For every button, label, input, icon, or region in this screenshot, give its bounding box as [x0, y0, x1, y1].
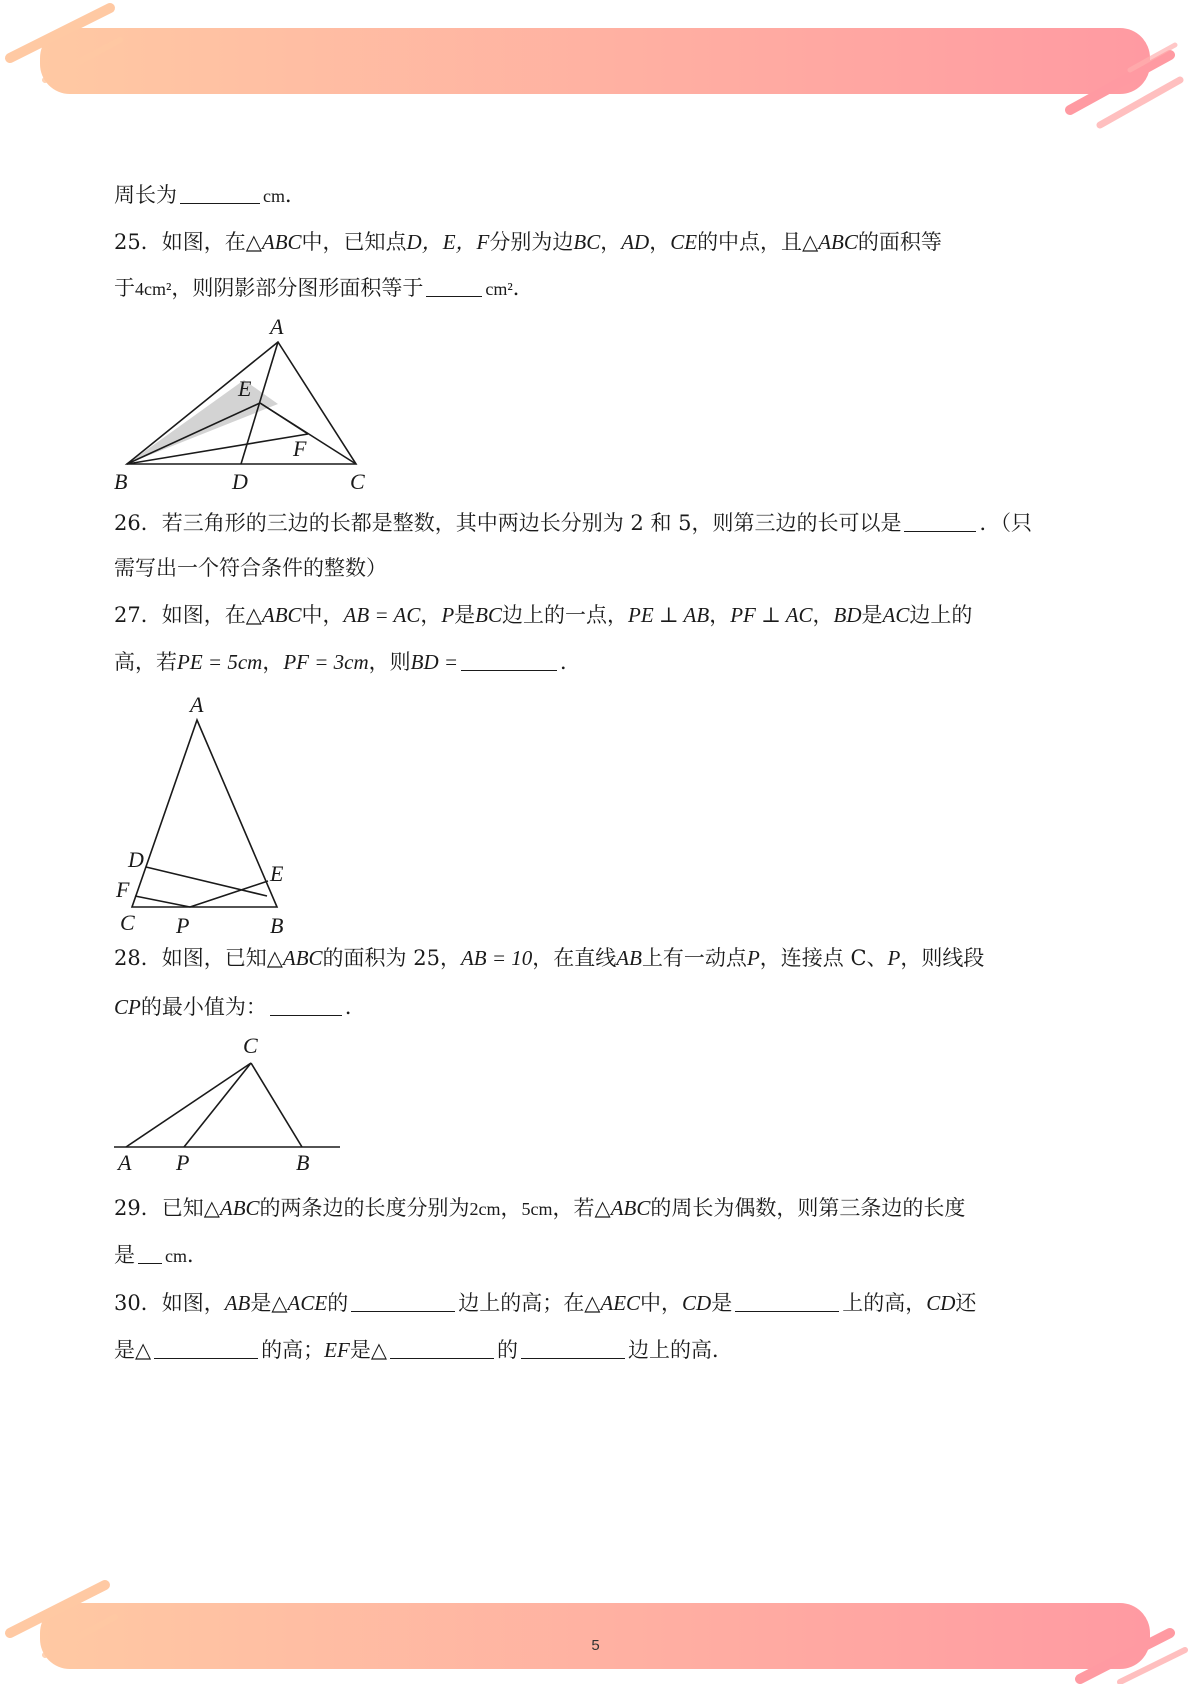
math: AB = 10: [460, 946, 533, 970]
text: 是: [454, 603, 476, 627]
text: ．: [512, 276, 534, 300]
math: △ABC: [594, 1196, 651, 1220]
math: 5cm: [521, 1199, 553, 1219]
text: ，: [812, 603, 834, 627]
math: △ABC: [203, 1196, 260, 1220]
math: △: [135, 1338, 152, 1362]
math: BC: [475, 603, 502, 627]
text: 分别为边: [489, 230, 574, 254]
text: ，: [649, 230, 671, 254]
answer-blank[interactable]: [461, 650, 557, 671]
label-e: E: [270, 861, 284, 886]
segment-fp: [135, 896, 190, 907]
math: BC: [573, 230, 601, 254]
label-b: B: [296, 1150, 310, 1175]
text: 是: [114, 1243, 135, 1267]
text: 的面积等: [857, 230, 942, 254]
segment-ac: [126, 1063, 251, 1147]
segment-db: [146, 867, 267, 896]
q30-line-2: [114, 1335, 733, 1365]
text: 已知: [161, 1196, 204, 1220]
label-b: B: [270, 913, 284, 938]
q29-line-2: [114, 1240, 208, 1271]
label-b: B: [114, 469, 128, 494]
text: 的: [327, 1291, 349, 1315]
answer-blank[interactable]: [390, 1338, 494, 1359]
footer-banner-graphic: [0, 1575, 1191, 1684]
text: ，连接点 C、: [759, 946, 888, 970]
answer-blank[interactable]: [426, 276, 482, 297]
text: 的两条边的长度分别为: [259, 1196, 470, 1220]
question-number: 27．: [114, 603, 162, 627]
answer-blank[interactable]: [904, 511, 976, 532]
math: AB = AC: [343, 603, 421, 627]
text: 边上的: [909, 603, 973, 627]
footer-banner: [0, 1575, 1191, 1684]
label-c: C: [120, 910, 135, 935]
label-e: E: [238, 376, 252, 401]
math: AB: [616, 946, 642, 970]
text: 的面积为 25，: [322, 946, 461, 970]
text: 上的高，: [842, 1291, 927, 1315]
label-a: A: [270, 314, 284, 339]
q30-line-1: [114, 1288, 976, 1318]
text: 需写出一个符合条件的整数）: [114, 556, 387, 580]
text: 上有一动点: [641, 946, 747, 970]
math: D，E，F: [406, 230, 490, 254]
math: EF: [324, 1338, 350, 1362]
label-c: C: [243, 1033, 258, 1058]
math: △ABC: [266, 946, 323, 970]
unit: cm: [165, 1246, 187, 1266]
text: ，: [500, 1196, 522, 1220]
text: 中，已知点: [301, 230, 407, 254]
segment-be: [127, 403, 260, 464]
label-d: D: [128, 847, 144, 872]
segment-ef: [260, 403, 308, 434]
label-a: A: [118, 1150, 132, 1175]
q27-line-1: [114, 600, 972, 630]
math: △ABC: [245, 230, 302, 254]
text: 是: [861, 603, 883, 627]
label-p: P: [176, 913, 190, 938]
text: ，则阴影部分图形面积等于: [171, 276, 424, 300]
text: 边上的高．: [627, 1338, 733, 1362]
math: AD: [621, 230, 650, 254]
text: 于: [114, 276, 135, 300]
header-banner-graphic: [0, 0, 1191, 130]
isosceles-triangle-diagram: [110, 690, 290, 940]
text: 边上的高；在△: [458, 1291, 601, 1315]
question-number: 26．: [114, 511, 162, 535]
q25-line-1: [114, 227, 942, 257]
label-a: A: [190, 692, 204, 717]
text: 还: [955, 1291, 977, 1315]
text: 的最小值为：: [140, 995, 267, 1019]
unit: cm²: [485, 279, 513, 299]
math: PF = 3cm: [283, 650, 369, 674]
q26-line-1: [114, 508, 1032, 538]
text: 是: [349, 1338, 371, 1362]
text: 是△: [250, 1291, 288, 1315]
unit: cm: [263, 186, 285, 206]
label-f: F: [116, 877, 130, 902]
text: ．（只: [979, 511, 1032, 535]
math: BD: [833, 603, 862, 627]
math: CD: [682, 1291, 712, 1315]
label-d: D: [232, 469, 248, 494]
math: BD =: [410, 650, 459, 674]
q28-line-1: [114, 943, 984, 973]
text: ，若: [552, 1196, 595, 1220]
text: 周长为: [114, 183, 177, 207]
header-banner: [0, 0, 1191, 130]
q29-line-1: [114, 1193, 965, 1224]
q26-line-2: [114, 553, 387, 583]
text: ．: [187, 1243, 208, 1267]
answer-blank[interactable]: [351, 1291, 455, 1312]
text: 如图，: [161, 1291, 225, 1315]
math: P: [887, 946, 901, 970]
q28-figure: [110, 1030, 350, 1180]
text: 如图，已知: [161, 946, 267, 970]
math: CP: [114, 995, 141, 1019]
segment-bc: [251, 1063, 302, 1147]
math: 2cm: [469, 1199, 501, 1219]
math: PF ⊥ AC: [730, 603, 813, 627]
text: 中，: [640, 1291, 683, 1315]
q25-figure: [110, 312, 370, 497]
text: ，在直线: [532, 946, 617, 970]
text: 是: [711, 1291, 733, 1315]
answer-blank[interactable]: [154, 1338, 258, 1359]
text: 高，若: [114, 650, 177, 674]
line-triangle-diagram: [110, 1030, 350, 1180]
answer-blank[interactable]: [735, 1291, 839, 1312]
answer-blank[interactable]: [138, 1243, 162, 1264]
math: AC: [882, 603, 910, 627]
answer-blank[interactable]: [270, 995, 342, 1016]
q25-line-2: [114, 273, 534, 304]
math: △: [370, 1338, 387, 1362]
math: P: [746, 946, 760, 970]
text: ，: [420, 603, 442, 627]
text: ，: [262, 650, 284, 674]
q24-tail-line: [114, 180, 306, 211]
text: 如图，在: [161, 230, 246, 254]
text: 边上的一点，: [502, 603, 628, 627]
text: ，则线段: [900, 946, 985, 970]
label-p: P: [176, 1150, 190, 1175]
math: AEC: [600, 1291, 641, 1315]
segment-pc: [184, 1063, 251, 1147]
text: 中，: [301, 603, 344, 627]
math: PE ⊥ AB: [628, 603, 710, 627]
math: 4cm²: [135, 279, 172, 299]
answer-blank[interactable]: [521, 1338, 625, 1359]
q27-figure: [110, 690, 290, 940]
math: △ABC: [802, 230, 858, 254]
triangle-abc: [132, 720, 277, 907]
question-number: 30．: [114, 1291, 162, 1315]
text: ，: [600, 230, 622, 254]
text: 的周长为偶数，则第三条边的长度: [650, 1196, 966, 1220]
text: 若三角形的三边的长都是整数，其中两边长分别为 2 和 5，则第三边的长可以是: [161, 511, 902, 535]
math: CE: [670, 230, 698, 254]
label-f: F: [293, 436, 307, 461]
text: 的高；: [261, 1338, 325, 1362]
text: 如图，在: [161, 603, 246, 627]
q28-line-2: [114, 992, 366, 1022]
math: ACE: [287, 1291, 328, 1315]
triangle-diagram: [110, 312, 370, 497]
answer-blank[interactable]: [180, 183, 260, 204]
text: 的: [496, 1338, 518, 1362]
text: ．: [285, 183, 306, 207]
text: ，则: [368, 650, 411, 674]
math: PE = 5cm: [177, 650, 263, 674]
page-number: 5: [591, 1637, 600, 1654]
text: ．: [344, 995, 366, 1019]
text: 是: [114, 1338, 135, 1362]
q27-line-2: [114, 647, 581, 677]
math: CD: [926, 1291, 956, 1315]
label-c: C: [350, 469, 365, 494]
math: P: [441, 603, 455, 627]
math: AB: [224, 1291, 251, 1315]
question-number: 29．: [114, 1196, 162, 1220]
question-number: 28．: [114, 946, 162, 970]
text: ，: [709, 603, 731, 627]
math: △ABC: [245, 603, 302, 627]
text: 的中点，且: [697, 230, 803, 254]
text: ．: [560, 650, 582, 674]
question-number: 25．: [114, 230, 162, 254]
